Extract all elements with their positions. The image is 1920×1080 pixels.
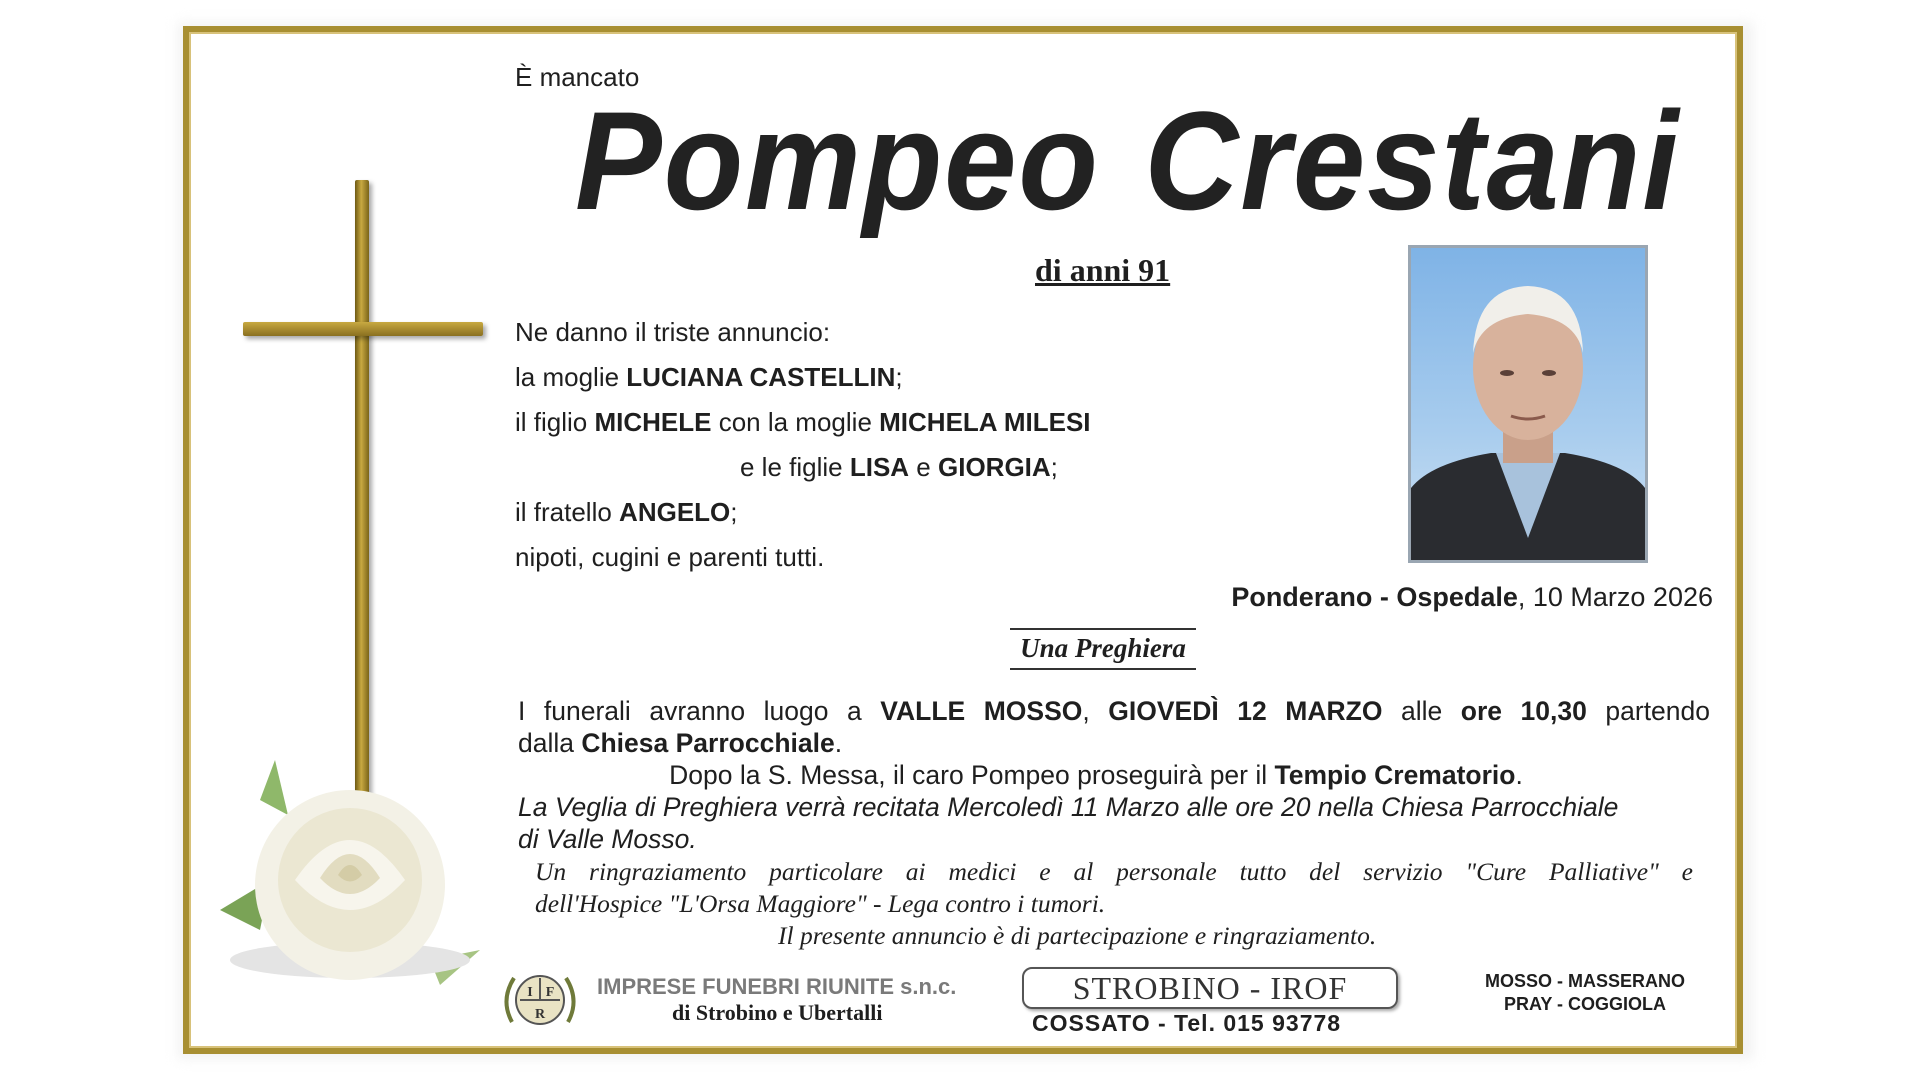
place-date-value: , 10 Marzo 2026 (1517, 582, 1713, 612)
funeral-line-2: dalla Chiesa Parrocchiale. (518, 728, 843, 758)
towns-line-1: MOSSO - MASSERANO (1484, 971, 1685, 991)
thanks-line-2: dell'Hospice "L'Orsa Maggiore" - Lega contro i tumori. (535, 889, 1106, 918)
first-name: Pompeo (575, 82, 1100, 239)
announce-line-2: la moglie LUCIANA CASTELLIN; (515, 362, 903, 392)
deceased-name (575, 80, 1680, 242)
phone-line: COSSATO - Tel. 015 93778 (1032, 1010, 1342, 1036)
ifr-logo-icon (500, 970, 580, 1030)
brand-box: STROBINO - IROF (1022, 967, 1398, 1009)
svg-text:F: F (545, 985, 555, 1000)
thanks-line-1: Un ringraziamento particolare ai medici e al personale tutto del servizio "Cure Palliative" e (535, 857, 1693, 886)
company-name: IMPRESE FUNEBRI RIUNITE s.n.c. (597, 974, 957, 999)
portrait-icon (1411, 248, 1645, 560)
place-location: Ponderano - Ospedale (1231, 582, 1518, 612)
announce-line-6: nipoti, cugini e parenti tutti. (515, 542, 825, 572)
svg-text:I: I (527, 985, 533, 1000)
cross-horizontal (243, 322, 483, 336)
place-date (1231, 582, 1713, 613)
announce-line-4: e le figlie LISA e GIORGIA; (740, 452, 1058, 482)
funeral-line-3: Dopo la S. Messa, il caro Pompeo proseguirà per il Tempio Crematorio. (669, 760, 1523, 790)
last-name: Crestani (1144, 82, 1681, 239)
age: di anni 91 (1035, 252, 1171, 288)
white-rose-icon (200, 760, 490, 1010)
intro-text: È mancato (515, 62, 640, 92)
vigil-line-1: La Veglia di Preghiera verrà recitata Mercoledì 11 Marzo alle ore 20 nella Chiesa Parrocchiale (518, 792, 1619, 822)
cross-vertical (355, 180, 369, 820)
announce-line-1: Ne danno il triste annuncio: (515, 317, 831, 347)
funeral-line-1: I funerali avranno luogo a VALLE MOSSO, GIOVEDÌ 12 MARZO alle ore 10,30 partendo (518, 696, 1711, 726)
announce-line-3: il figlio MICHELE con la moglie MICHELA MILESI (515, 407, 1091, 437)
prayer-heading: Una Preghiera (1010, 628, 1196, 670)
towns-line-2: PRAY - COGGIOLA (1503, 994, 1667, 1014)
towns (1460, 970, 1710, 1016)
thanks-line-3: Il presente annuncio è di partecipazione e ringraziamento. (778, 921, 1377, 950)
portrait-photo (1408, 245, 1648, 563)
vigil-line-2: di Valle Mosso. (518, 824, 697, 854)
svg-text:R: R (534, 1007, 546, 1022)
announce-line-5: il fratello ANGELO; (515, 497, 738, 527)
company-subtitle: di Strobino e Ubertalli (672, 1000, 883, 1025)
